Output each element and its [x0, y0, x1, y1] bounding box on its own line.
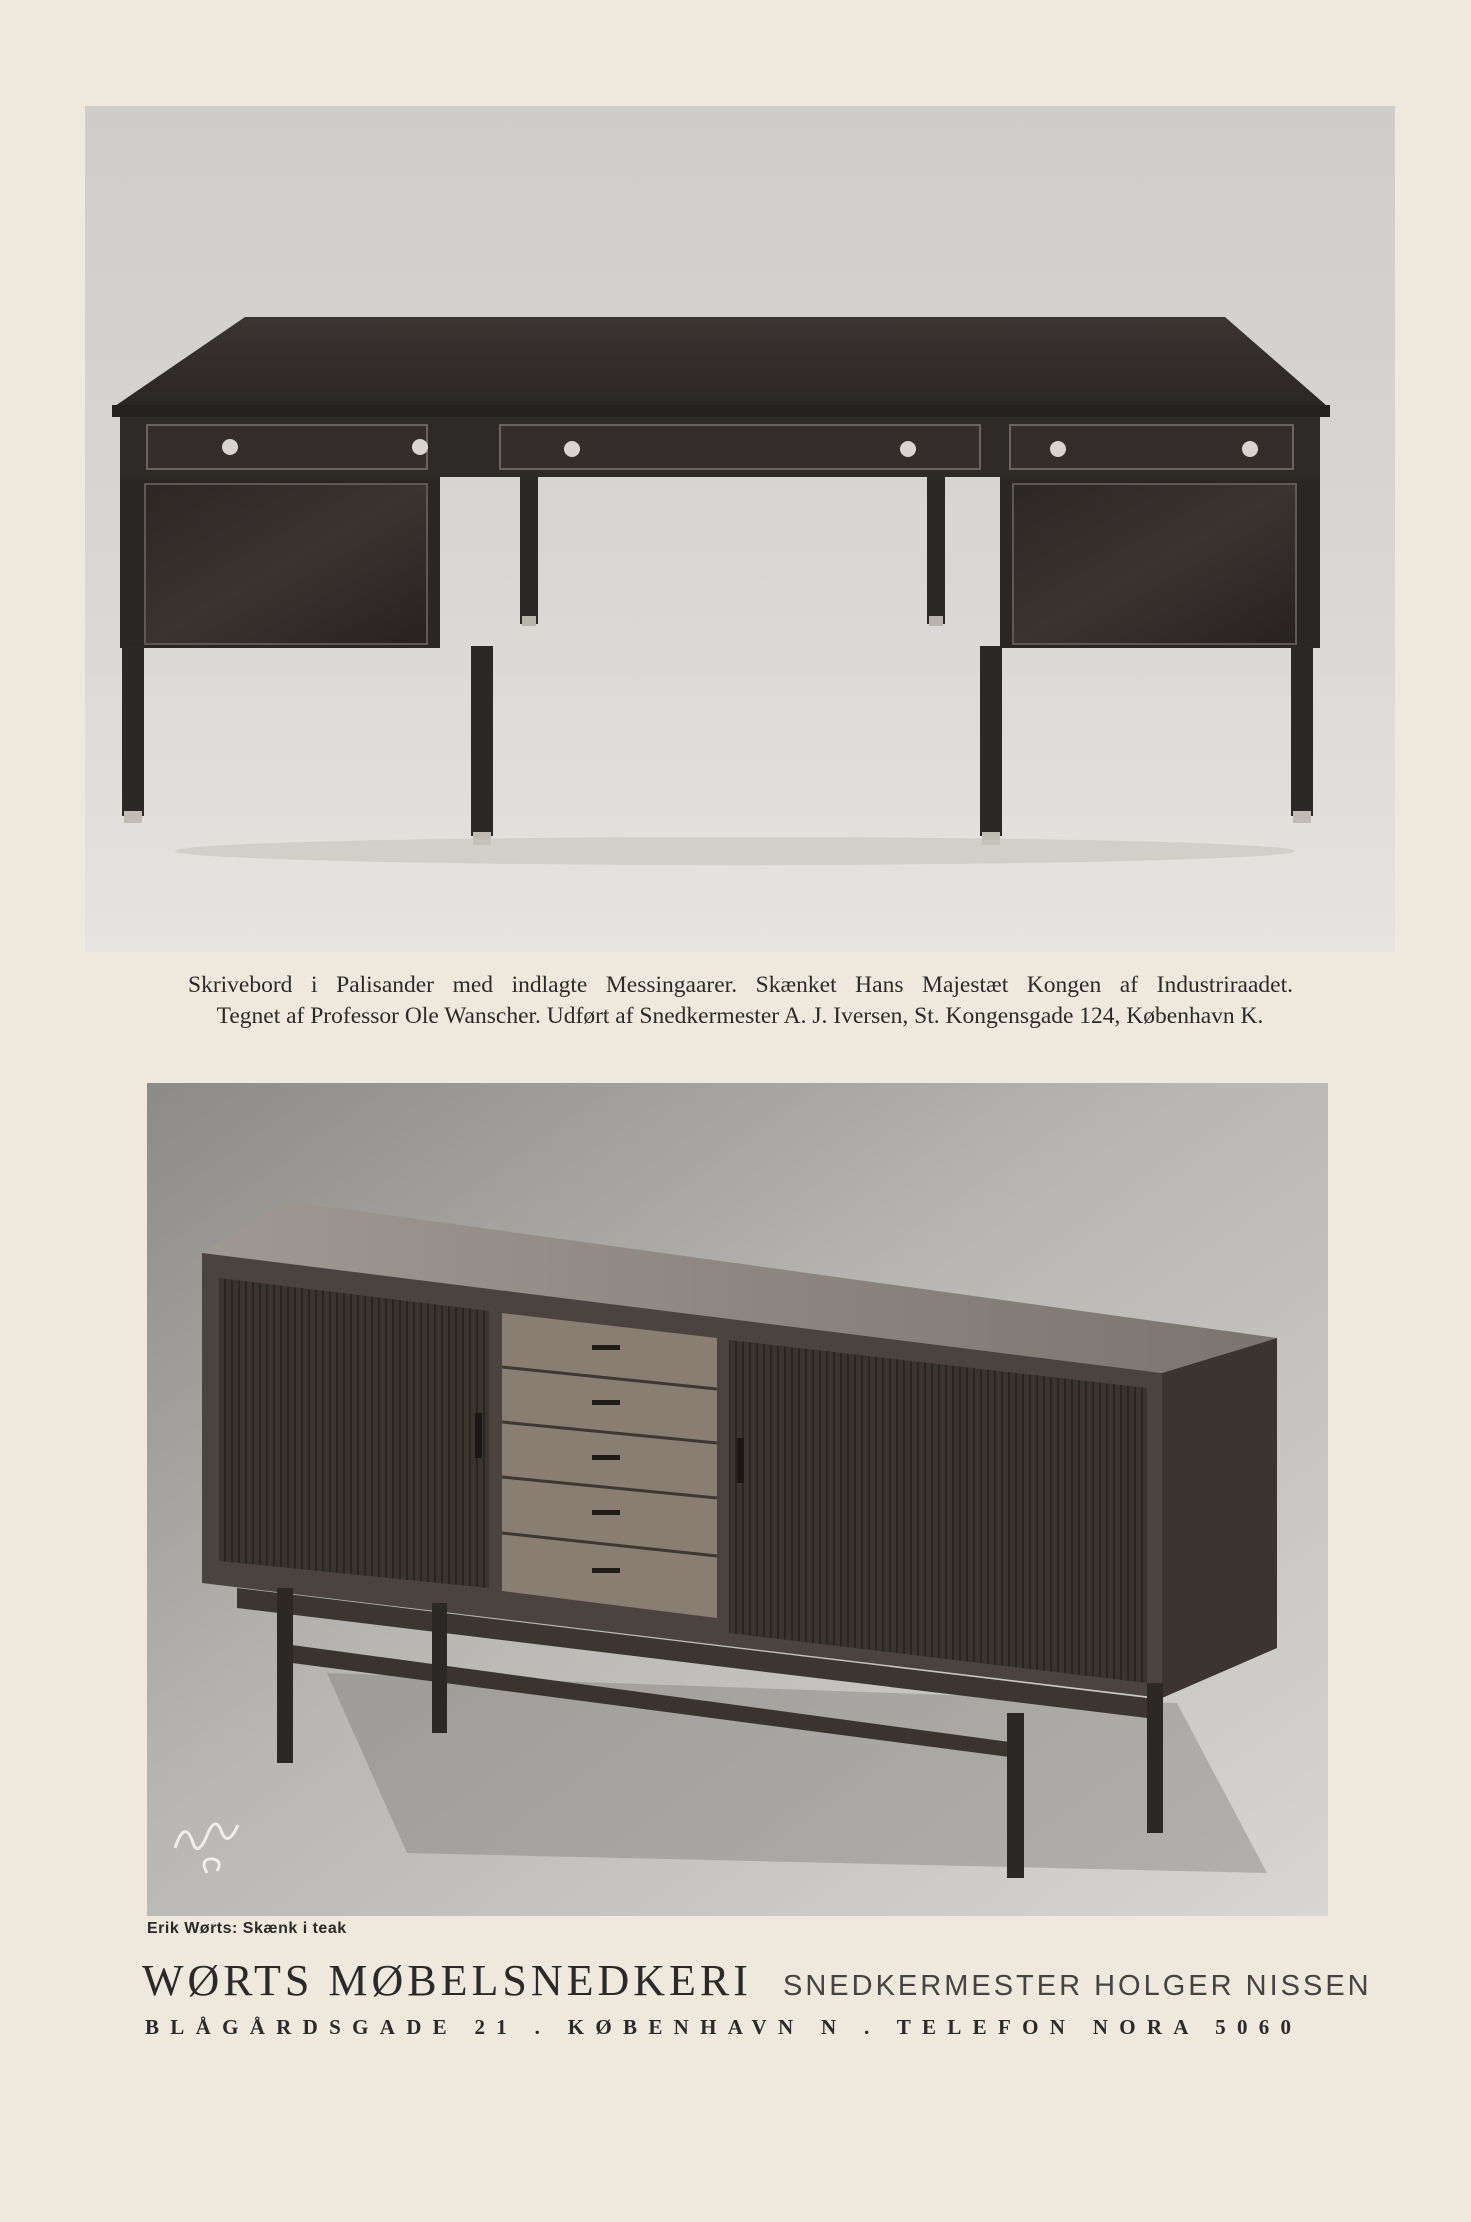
- sideboard-illustration: [147, 1083, 1328, 1916]
- company-name: WØRTS MØBELSNEDKERI: [142, 1956, 752, 2005]
- desk-caption: [160, 970, 1320, 1032]
- desk-caption-line-1: Skrivebord i Palisander med indlagte Messingaarer. Skænket Hans Majestæt Kongen af Industriraadet.: [188, 972, 1293, 998]
- maker-name: SNEDKERMESTER HOLGER NISSEN: [783, 1970, 1372, 2002]
- desk-illustration: [85, 106, 1395, 952]
- desk-caption-line-2: Tegnet af Professor Ole Wanscher. Udført af Snedkermester A. J. Iversen, St. Kongensgade 124, København K.: [216, 1003, 1264, 1029]
- desk-photo: [85, 106, 1395, 952]
- sideboard-photo: [147, 1083, 1328, 1916]
- company-address: BLÅGÅRDSGADE 21 . KØBENHAVN N . TELEFON NORA 5060: [145, 2015, 1303, 2039]
- sideboard-caption: Erik Wørts: Skænk i teak: [147, 1920, 347, 1937]
